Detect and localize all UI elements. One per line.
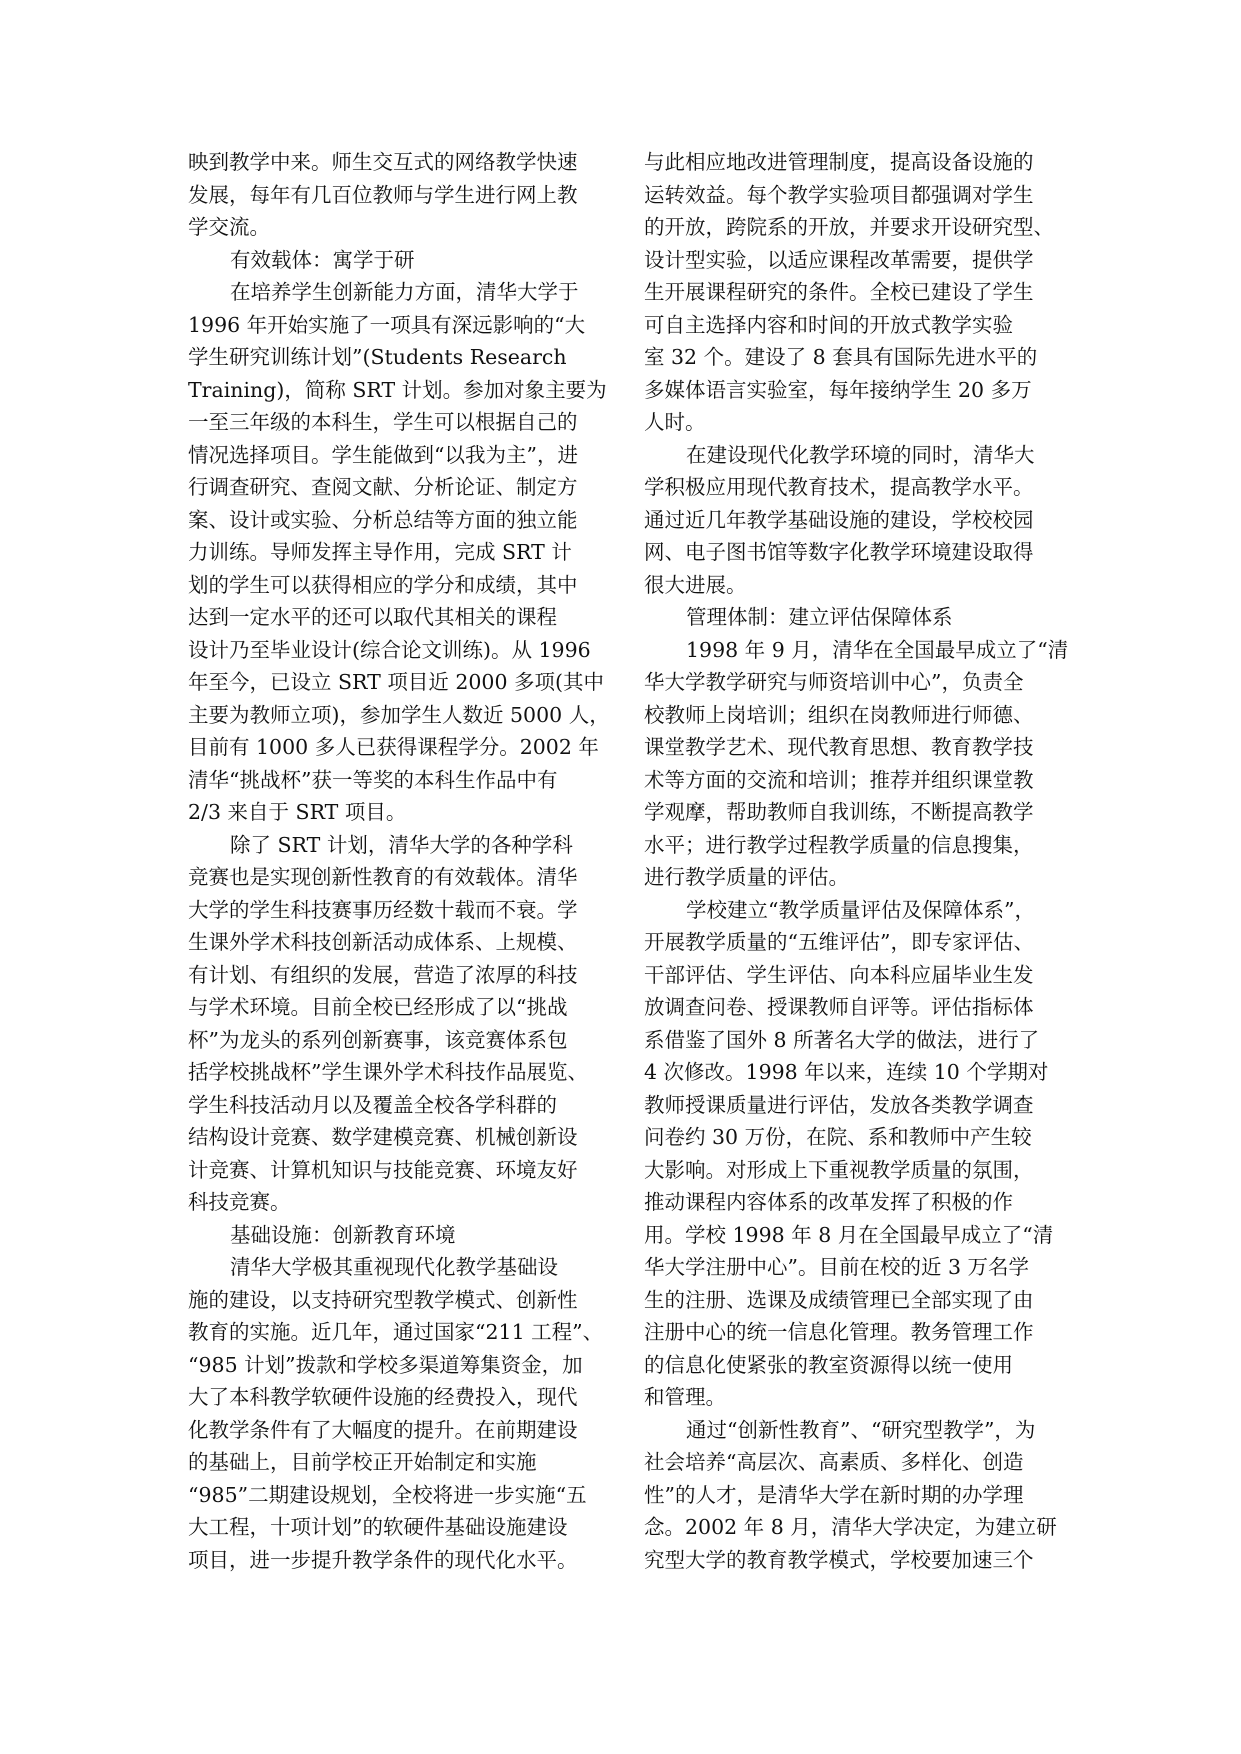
left-column-text-line: 学生科技活动月以及覆盖全校各学科群的 xyxy=(188,1092,557,1117)
left-column-text-line: 案、设计或实验、分析总结等方面的独立能 xyxy=(188,507,578,532)
left-column-text-line: 基础设施：创新教育环境 xyxy=(230,1222,456,1247)
right-column-text-line: 问卷约 30 万份，在院、系和教师中产生较 xyxy=(644,1125,1032,1149)
left-column-text-line: 括学校挑战杯”学生课外学术科技作品展览、 xyxy=(188,1060,588,1084)
left-column-text-line: 有效载体：寓学于研 xyxy=(230,247,415,272)
right-column-text-line: 念。2002 年 8 月，清华大学决定，为建立研 xyxy=(644,1515,1057,1539)
left-column-text-line: 学交流。 xyxy=(188,215,270,239)
right-column-text-line: 在建设现代化教学环境的同时，清华大 xyxy=(686,442,1035,467)
left-column-text-line: 计竞赛、计算机知识与技能竞赛、环境友好 xyxy=(188,1157,578,1182)
left-column-text-line: 学生研究训练计划”(Students Research xyxy=(188,345,567,369)
right-column-text-line: 教师授课质量进行评估，发放各类教学调查 xyxy=(644,1092,1034,1117)
right-column-text-line: 究型大学的教育教学模式，学校要加速三个 xyxy=(644,1547,1034,1572)
left-column-text-line: 除了 SRT 计划，清华大学的各种学科 xyxy=(230,832,573,857)
left-column-text-line: 映到教学中来。师生交互式的网络教学快速 xyxy=(188,150,578,174)
right-column-text-line: 网、电子图书馆等数字化教学环境建设取得 xyxy=(644,540,1034,564)
left-column-text-line: 施的建设，以支持研究型教学模式、创新性 xyxy=(188,1287,578,1312)
left-column-text-line: 设计乃至毕业设计(综合论文训练)。从 1996 xyxy=(188,637,591,662)
left-column-text-line: “985 计划”拨款和学校多渠道筹集资金，加 xyxy=(188,1352,583,1377)
right-column-text-line: 人时。 xyxy=(644,410,706,434)
left-column-text-line: 达到一定水平的还可以取代其相关的课程 xyxy=(188,605,557,629)
left-column-text-line: 化教学条件有了大幅度的提升。在前期建设 xyxy=(188,1417,578,1442)
right-column-text-line: 性”的人才，是清华大学在新时期的办学理 xyxy=(644,1482,1024,1507)
left-column-text-line: 与学术环境。目前全校已经形成了以“挑战 xyxy=(188,995,568,1019)
right-column-text-line: 多媒体语言实验室，每年接纳学生 20 多万 xyxy=(644,377,1032,402)
right-column-text-line: 可自主选择内容和时间的开放式教学实验 xyxy=(644,312,1013,337)
right-column-text-line: 校教师上岗培训；组织在岗教师进行师德、 xyxy=(644,702,1034,727)
left-column-text-line: 主要为教师立项)，参加学生人数近 5000 人， xyxy=(188,702,610,727)
right-column-text-line: 运转效益。每个教学实验项目都强调对学生 xyxy=(644,182,1034,207)
left-column-text-line: 力训练。导师发挥主导作用，完成 SRT 计 xyxy=(188,540,572,564)
right-column-text-line: 进行教学质量的评估。 xyxy=(644,865,849,889)
right-column-text-line: 4 次修改。1998 年以来，连续 10 个学期对 xyxy=(644,1060,1049,1084)
right-column-text-line: 水平；进行教学过程教学质量的信息搜集， xyxy=(644,832,1034,857)
left-column-text-line: 生课外学术科技创新活动成体系、上规模、 xyxy=(188,930,578,954)
right-column-text-line: 用。学校 1998 年 8 月在全国最早成立了“清 xyxy=(644,1222,1054,1247)
right-column-text-line: 与此相应地改进管理制度，提高设备设施的 xyxy=(644,150,1034,174)
right-column-text-line: 社会培养“高层次、高素质、多样化、创造 xyxy=(644,1450,1024,1474)
left-column-text-line: 清华大学极其重视现代化教学基础设 xyxy=(230,1255,558,1279)
right-column-text-line: 课堂教学艺术、现代教育思想、教育教学技 xyxy=(644,735,1034,759)
right-column-text-line: 通过近几年教学基础设施的建设，学校校园 xyxy=(644,507,1034,532)
right-column-text-line: 生的注册、选课及成绩管理已全部实现了由 xyxy=(644,1287,1034,1312)
right-column-text-line: 的开放，跨院系的开放，并要求开设研究型、 xyxy=(644,215,1054,239)
right-column-text-line: 学观摩，帮助教师自我训练，不断提高教学 xyxy=(644,800,1034,824)
right-column-text-line: 华大学注册中心”。目前在校的近 3 万名学 xyxy=(644,1255,1030,1279)
left-column-text-line: 科技竞赛。 xyxy=(188,1190,291,1214)
right-column-text-line: 术等方面的交流和培训；推荐并组织课堂教 xyxy=(644,767,1034,792)
left-column-text-line: 有计划、有组织的发展，营造了浓厚的科技 xyxy=(188,962,578,987)
right-column-text-line: 华大学教学研究与师资培训中心”，负责全 xyxy=(644,670,1024,694)
left-column-text-line: 竞赛也是实现创新性教育的有效载体。清华 xyxy=(188,865,578,889)
left-column-text-line: 发展，每年有几百位教师与学生进行网上教 xyxy=(188,182,578,207)
right-column-text-line: 大影响。对形成上下重视教学质量的氛围， xyxy=(644,1157,1034,1182)
right-column-text-line: 干部评估、学生评估、向本科应届毕业生发 xyxy=(644,962,1034,987)
right-column-text-line: 放调查问卷、授课教师自评等。评估指标体 xyxy=(644,995,1034,1019)
right-column-text-line: 学校建立“教学质量评估及保障体系”， xyxy=(686,897,1035,922)
left-column-text-line: 划的学生可以获得相应的学分和成绩，其中 xyxy=(188,572,578,597)
right-column-text-line: 1998 年 9 月，清华在全国最早成立了“清 xyxy=(686,637,1069,662)
left-column-text-line: 大工程，十项计划”的软硬件基础设施建设 xyxy=(188,1515,568,1539)
right-column-text-line: 设计型实验，以适应课程改革需要，提供学 xyxy=(644,247,1034,272)
left-column-text-line: 年至今，已设立 SRT 项目近 2000 多项(其中 xyxy=(188,670,605,694)
right-column-text-line: 管理体制：建立评估保障体系 xyxy=(686,605,953,629)
right-column-text-line: 系借鉴了国外 8 所著名大学的做法，进行了 xyxy=(644,1027,1040,1052)
left-column-text-line: 1996 年开始实施了一项具有深远影响的“大 xyxy=(188,312,586,337)
left-column-text-line: 结构设计竞赛、数学建模竞赛、机械创新设 xyxy=(188,1125,578,1149)
left-column-text-line: 杯”为龙头的系列创新赛事，该竞赛体系包 xyxy=(188,1027,568,1052)
right-column-text-line: 开展教学质量的“五维评估”，即专家评估、 xyxy=(644,930,1034,954)
right-column-text-line: 学积极应用现代教育技术，提高教学水平。 xyxy=(644,475,1034,499)
left-text-column xyxy=(188,146,610,1576)
left-column-text-line: 一至三年级的本科生，学生可以根据自己的 xyxy=(188,410,578,434)
left-column-text-line: 在培养学生创新能力方面，清华大学于 xyxy=(230,280,579,304)
left-column-text-line: 清华“挑战杯”获一等奖的本科生作品中有 xyxy=(188,767,558,792)
right-column-text-line: 和管理。 xyxy=(644,1385,726,1409)
right-text-column xyxy=(644,146,1069,1576)
left-column-text-line: 目前有 1000 多人已获得课程学分。2002 年 xyxy=(188,735,599,759)
right-column-text-line: 的信息化使紧张的教室资源得以统一使用 xyxy=(644,1352,1013,1377)
left-column-text-line: 行调查研究、查阅文献、分析论证、制定方 xyxy=(188,475,578,499)
left-column-text-line: 大学的学生科技赛事历经数十载而不衰。学 xyxy=(188,897,578,922)
left-column-text-line: 项目，进一步提升教学条件的现代化水平。 xyxy=(188,1547,578,1572)
right-column-text-line: 推动课程内容体系的改革发挥了积极的作 xyxy=(644,1190,1013,1214)
left-column-text-line: 的基础上，目前学校正开始制定和实施 xyxy=(188,1450,537,1474)
left-column-text-line: 大了本科教学软硬件设施的经费投入，现代 xyxy=(188,1385,578,1409)
right-column-text-line: 很大进展。 xyxy=(644,572,747,597)
right-column-text-line: 生开展课程研究的条件。全校已建设了学生 xyxy=(644,280,1034,304)
left-column-text-line: 2/3 来自于 SRT 项目。 xyxy=(188,800,407,824)
left-column-text-line: 教育的实施。近几年，通过国家“211 工程”、 xyxy=(188,1320,604,1344)
right-column-text-line: 室 32 个。建设了 8 套具有国际先进水平的 xyxy=(644,345,1038,369)
left-column-text-line: Training)，简称 SRT 计划。参加对象主要为 xyxy=(188,377,607,402)
right-column-text-line: 通过“创新性教育”、“研究型教学”，为 xyxy=(686,1417,1036,1442)
right-column-text-line: 注册中心的统一信息化管理。教务管理工作 xyxy=(644,1320,1034,1344)
left-column-text-line: “985”二期建设规划，全校将进一步实施“五 xyxy=(188,1482,587,1507)
left-column-text-line: 情况选择项目。学生能做到“以我为主”，进 xyxy=(188,442,578,467)
